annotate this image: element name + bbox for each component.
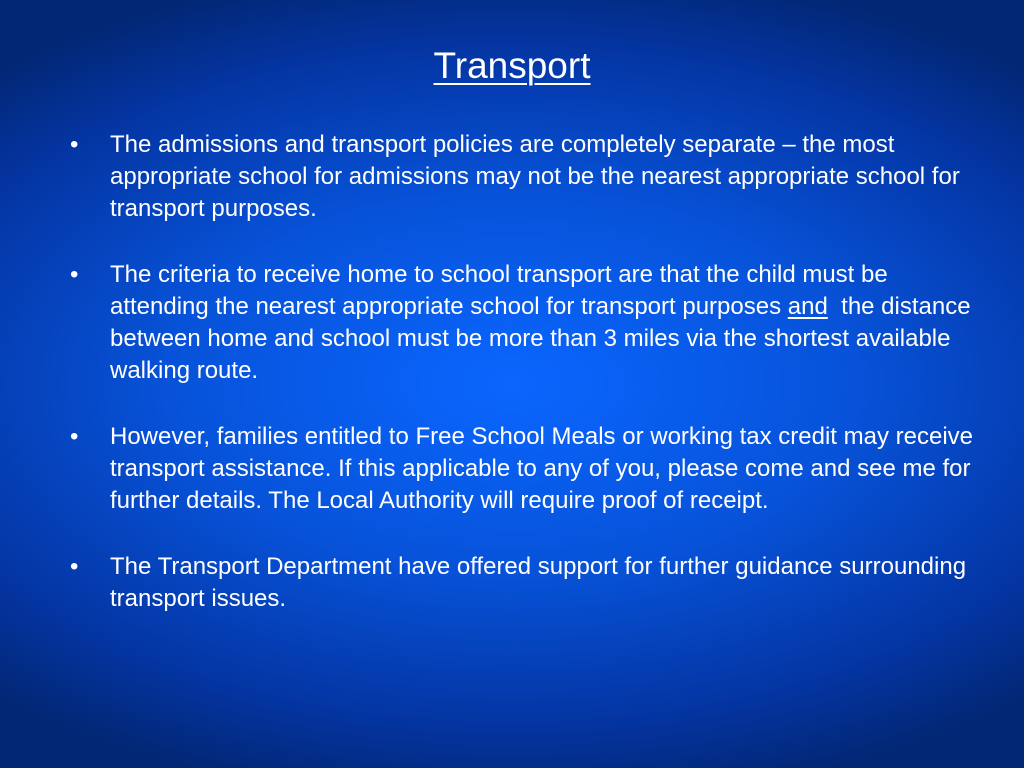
bullet-dot-icon: •	[70, 423, 79, 450]
bullet-text: The Transport Department have offered support for further guidance surrounding transport issues.	[110, 553, 967, 612]
bullet-text-after: the distance between home and school must be more than 3 miles via the shortest available walking route.	[110, 293, 978, 384]
slide-title: Transport	[433, 45, 591, 86]
bullet-text: However, families entitled to Free School Meals or working tax credit may receive transport assistance. If this applicable to any of you, please come and see me for further details. The Local Authority will require proof of receipt.	[110, 423, 974, 514]
bullet-text-before: The criteria to receive home to school transport are that the child must be attending the nearest appropriate school for transport purposes	[110, 261, 888, 320]
bullet-list	[70, 129, 978, 649]
bullet-dot-icon: •	[70, 261, 79, 288]
bullet-item-free-school-meals	[70, 421, 978, 517]
bullet-item-transport-department	[70, 551, 978, 615]
bullet-text: The admissions and transport policies are completely separate – the most appropriate school for admissions may not be the nearest appropriate school for transport purposes.	[110, 131, 960, 222]
bullet-text	[110, 261, 977, 384]
bullet-item-criteria	[70, 259, 978, 387]
bullet-text-underlined: and	[787, 293, 828, 320]
bullet-item-admissions	[70, 129, 978, 225]
bullet-dot-icon: •	[70, 553, 79, 580]
bullet-dot-icon: •	[70, 131, 79, 158]
